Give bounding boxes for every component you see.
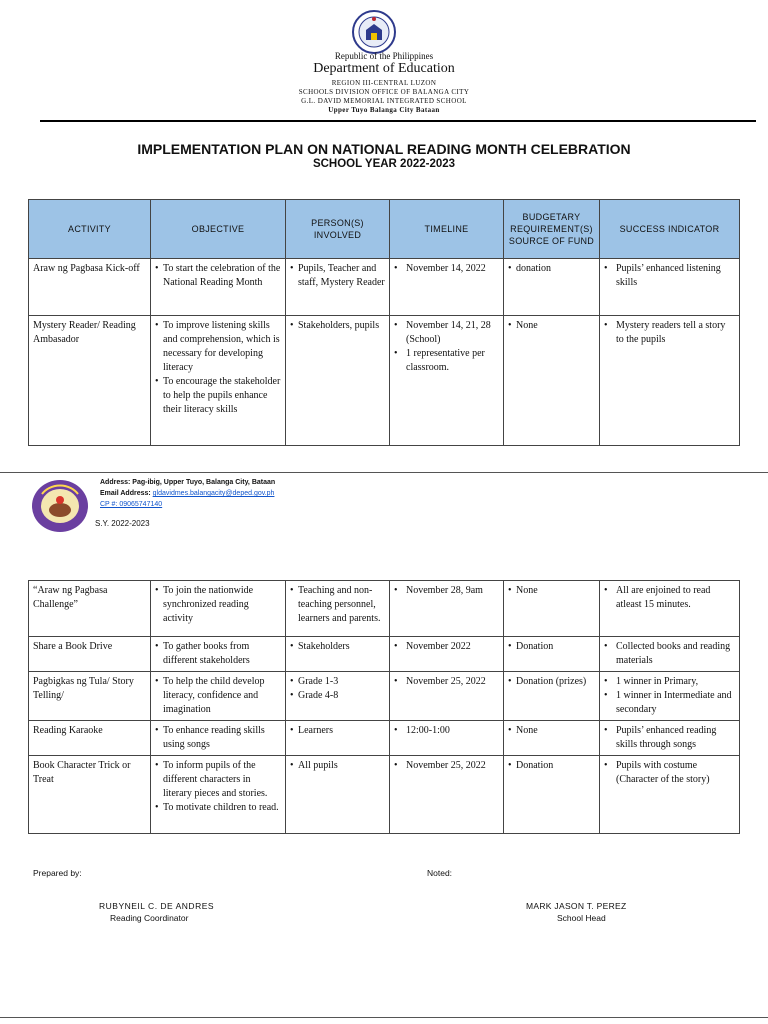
timeline-item: • November 28, 9am [394, 584, 499, 598]
cell-objective [151, 721, 286, 756]
cell-persons [286, 637, 390, 672]
success-item: • Pupils with costume (Character of the story) [604, 759, 735, 787]
cell-activity: Araw ng Pagbasa Kick-off [29, 259, 151, 316]
timeline-item: • November 25, 2022 [394, 675, 499, 689]
cell-success [600, 756, 740, 834]
cell-persons [286, 721, 390, 756]
school-name: G.L. DAVID MEMORIAL INTEGRATED SCHOOL [301, 97, 467, 105]
cell-timeline [390, 756, 504, 834]
cell-timeline [390, 316, 504, 446]
prepared-by-name: RUBYNEIL C. DE ANDRES [99, 901, 215, 911]
cell-objective [151, 756, 286, 834]
budget-item: • None [508, 584, 595, 598]
cell-persons [286, 581, 390, 637]
cell-activity: Book Character Trick or Treat [29, 756, 151, 834]
timeline-item: • November 2022 [394, 640, 499, 654]
cell-budget [504, 259, 600, 316]
cell-success [600, 259, 740, 316]
objective-item: • To inform pupils of the different characters in literary pieces and stories. [155, 759, 281, 801]
person-item: • Learners [290, 724, 385, 738]
prepared-by-label: Prepared by: [33, 868, 82, 878]
cell-success [600, 316, 740, 446]
timeline-item: • 12:00-1:00 [394, 724, 499, 738]
header-persons: PERSON(S) INVOLVED [286, 200, 390, 259]
timeline-item: • November 14, 21, 28 (School) [394, 319, 499, 347]
table-row [29, 721, 740, 756]
cell-objective [151, 316, 286, 446]
noted-by-role: School Head [557, 913, 606, 923]
school-year-label: S.Y. 2022-2023 [95, 519, 150, 528]
cell-persons [286, 756, 390, 834]
person-item: • Grade 1-3 [290, 675, 385, 689]
cell-persons [286, 259, 390, 316]
header-divider [40, 120, 756, 122]
cell-activity: Reading Karaoke [29, 721, 151, 756]
budget-item: • Donation [508, 759, 595, 773]
table-row [29, 672, 740, 721]
plan-table-page2 [28, 580, 740, 834]
document-title: IMPLEMENTATION PLAN ON NATIONAL READING MONTH CELEBRATION [137, 141, 631, 157]
success-item: • Collected books and reading materials [604, 640, 735, 668]
objective-item: • To gather books from different stakeholders [155, 640, 281, 668]
person-item: • Stakeholders, pupils [290, 319, 385, 333]
budget-item: • None [508, 319, 595, 333]
division-label: SCHOOLS DIVISION OFFICE OF BALANGA CITY [298, 88, 470, 96]
school-email: Email Address: gldavidmes.balangacity@deped.gov.ph [100, 490, 275, 497]
success-item: • 1 winner in Primary, [604, 675, 735, 689]
timeline-item: • 1 representative per classroom. [394, 347, 499, 375]
header-timeline: TIMELINE [390, 200, 504, 259]
plan-table-page1 [28, 199, 740, 446]
table-row [29, 756, 740, 834]
deped-seal [352, 10, 396, 54]
cell-objective [151, 637, 286, 672]
header-budget: BUDGETARY REQUIREMENT(S) SOURCE OF FUND [504, 200, 600, 259]
person-item: • Pupils, Teacher and staff, Mystery Reader [290, 262, 385, 290]
success-item: • Pupils’ enhanced listening skills [604, 262, 735, 290]
timeline-item: • November 25, 2022 [394, 759, 499, 773]
budget-item: • donation [508, 262, 595, 276]
header-success: SUCCESS INDICATOR [600, 200, 740, 259]
cell-success [600, 672, 740, 721]
table-row [29, 581, 740, 637]
cell-activity: Mystery Reader/ Reading Ambasador [29, 316, 151, 446]
school-address: Address: Pag-ibig, Upper Tuyo, Balanga City, Bataan [100, 479, 276, 486]
cell-activity: Pagbigkas ng Tula/ Story Telling/ [29, 672, 151, 721]
success-item: • All are enjoined to read atleast 15 minutes. [604, 584, 735, 612]
cell-objective [151, 259, 286, 316]
noted-label: Noted: [427, 868, 453, 878]
cell-persons [286, 672, 390, 721]
person-item: • Grade 4-8 [290, 689, 385, 703]
budget-item: • Donation [508, 640, 595, 654]
prepared-by-role: Reading Coordinator [110, 913, 189, 923]
objective-item: • To help the child develop literacy, confidence and imagination [155, 675, 281, 717]
document-subtitle: SCHOOL YEAR 2022-2023 [312, 158, 456, 170]
cell-success [600, 721, 740, 756]
email-link[interactable]: gldavidmes.balangacity@deped.gov.ph [152, 490, 275, 497]
noted-by-name: MARK JASON T. PEREZ [526, 901, 627, 911]
table-row [29, 259, 740, 316]
budget-item: • None [508, 724, 595, 738]
cell-timeline [390, 721, 504, 756]
table-row [29, 316, 740, 446]
person-item: • All pupils [290, 759, 385, 773]
cell-timeline [390, 259, 504, 316]
cell-objective [151, 672, 286, 721]
cell-objective [151, 581, 286, 637]
objective-item: • To improve listening skills and comprehension, which is necessary for developing literacy [155, 319, 281, 375]
cell-activity: Share a Book Drive [29, 637, 151, 672]
cell-budget [504, 672, 600, 721]
school-location: Upper Tuyo Balanga City Bataan [328, 106, 440, 114]
cell-budget [504, 756, 600, 834]
objective-item: • To enhance reading skills using songs [155, 724, 281, 752]
cell-budget [504, 316, 600, 446]
timeline-item: • November 14, 2022 [394, 262, 499, 276]
cell-budget [504, 721, 600, 756]
region-label: REGION III-CENTRAL LUZON [331, 79, 437, 87]
objective-item: • To start the celebration of the National Reading Month [155, 262, 281, 290]
school-logo [30, 478, 90, 534]
cell-activity: “Araw ng Pagbasa Challenge” [29, 581, 151, 637]
page-bottom-divider [0, 1017, 768, 1018]
cell-budget [504, 581, 600, 637]
person-item: • Stakeholders [290, 640, 385, 654]
success-item: • 1 winner in Intermediate and secondary [604, 689, 735, 717]
cell-timeline [390, 581, 504, 637]
header-objective: OBJECTIVE [151, 200, 286, 259]
cell-success [600, 581, 740, 637]
table-row [29, 637, 740, 672]
budget-item: • Donation (prizes) [508, 675, 595, 689]
page-break-divider [0, 472, 768, 473]
department-name: Department of Education [313, 61, 455, 76]
objective-item: • To motivate children to read. [155, 801, 281, 815]
table-header-row [29, 200, 740, 259]
objective-item: • To encourage the stakeholder to help the pupils enhance their literacy skills [155, 375, 281, 417]
success-item: • Mystery readers tell a story to the pupils [604, 319, 735, 347]
success-item: • Pupils’ enhanced reading skills through songs [604, 724, 735, 752]
person-item: • Teaching and non-teaching personnel, learners and parents. [290, 584, 385, 626]
school-phone[interactable]: CP #: 09065747140 [100, 501, 163, 508]
cell-persons [286, 316, 390, 446]
cell-timeline [390, 672, 504, 721]
cell-timeline [390, 637, 504, 672]
cell-budget [504, 637, 600, 672]
header-activity: ACTIVITY [29, 200, 151, 259]
cell-success [600, 637, 740, 672]
republic-label: Republic of the Philippines [334, 51, 434, 61]
objective-item: • To join the nationwide synchronized reading activity [155, 584, 281, 626]
